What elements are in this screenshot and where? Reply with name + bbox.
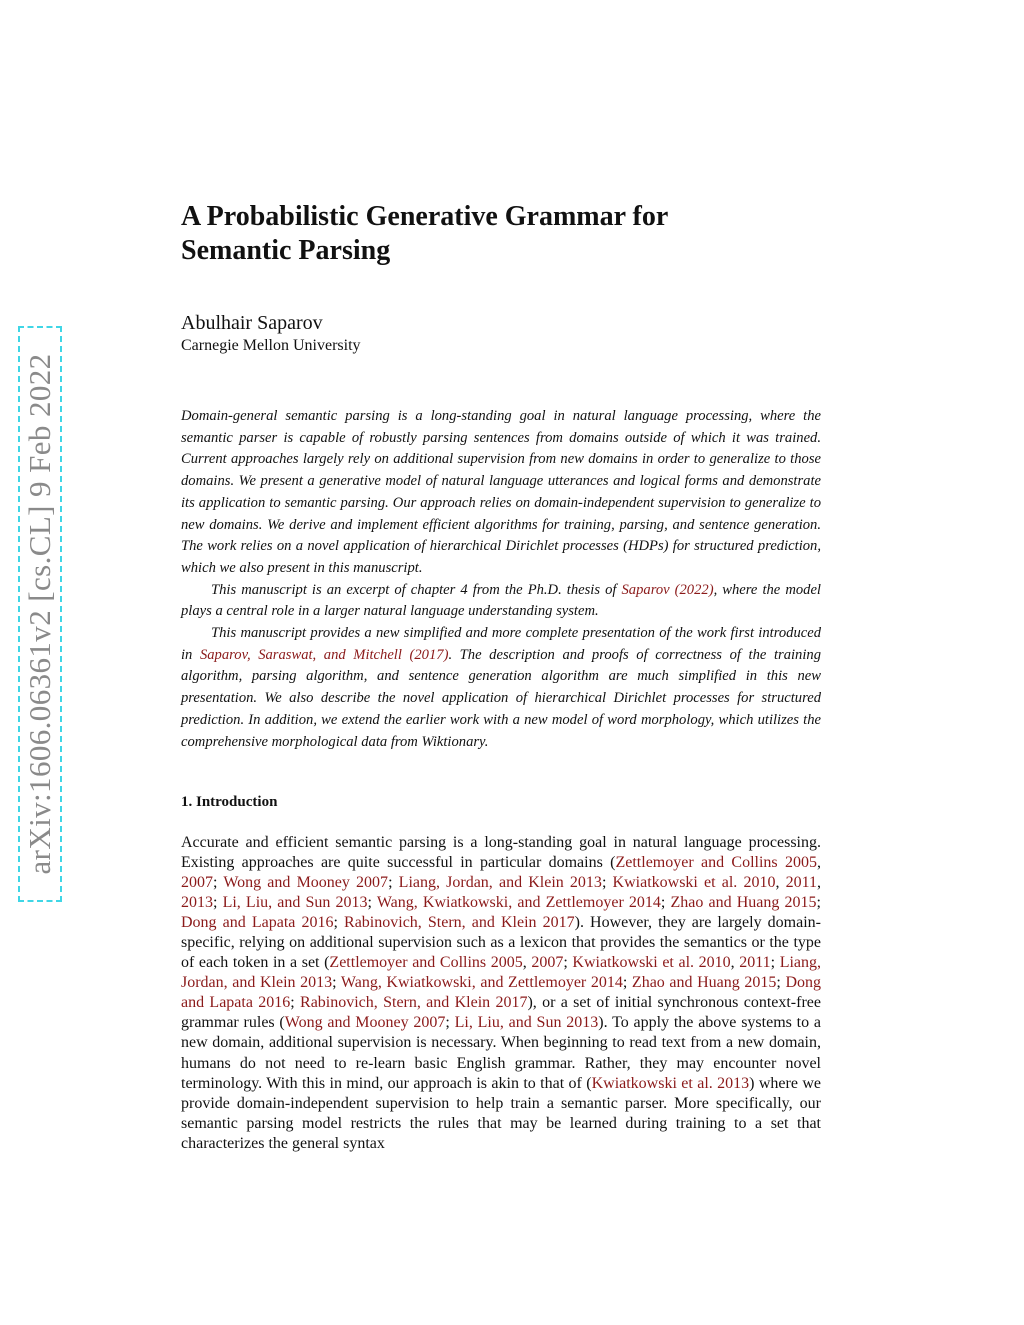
paper-title-line-1: A Probabilistic Generative Grammar for <box>181 201 669 232</box>
abstract-paragraph-1: Domain-general semantic parsing is a long-standing goal in natural language processing, where the semantic parser is capable of robustly parsing sentences from domains outside of which it was trained. Current approaches largely rely on additional supervision from new domains in order to generalize to those domains. We present a generative model of natural language utterances and logical forms and demonstrate its application to semantic parsing. Our approach relies on domain-independent supervision to generalize to new domains. We derive and implement efficient algorithms for training, parsing, and sentence generation. The work relies on a novel application of hierarchical Dirichlet processes (HDPs) for structured prediction, which we also present in this manuscript. <box>181 408 821 576</box>
citation-link[interactable]: Kwiatkowski et al. 2013 <box>591 1074 750 1092</box>
citation-link[interactable]: Saparov, Saraswat, and Mitchell (2017) <box>199 646 449 663</box>
paper-title-line-2: Semantic Parsing <box>181 235 391 266</box>
paper-title <box>181 200 741 268</box>
citation-link[interactable]: Dong and Lapata 2016 <box>181 914 334 932</box>
citation-link[interactable]: 2007 <box>181 874 213 892</box>
citation-link[interactable]: Kwiatkowski et al. 2010 <box>572 954 731 972</box>
citation-link[interactable]: 2011 <box>739 954 771 972</box>
citation-link[interactable]: Wang, Kwiatkowski, and Zettlemoyer 2014 <box>376 894 661 912</box>
abstract-paragraph-2: This manuscript is an excerpt of chapter 4 from the Ph.D. thesis of Saparov (2022), where the model plays a central role in a larger natural language understanding system. <box>181 581 821 620</box>
citation-link[interactable]: Liang, Jordan, and Klein 2013 <box>181 954 822 992</box>
citation-link[interactable]: Saparov (2022) <box>621 581 714 598</box>
citation-link[interactable]: Zhao and Huang 2015 <box>631 974 777 992</box>
citation-link[interactable]: Zhao and Huang 2015 <box>670 894 817 912</box>
citation-link[interactable]: Li, Liu, and Sun 2013 <box>454 1014 599 1032</box>
citation-link[interactable]: Wong and Mooney 2007 <box>223 874 389 892</box>
section-heading-introduction: 1. Introduction <box>181 794 278 810</box>
arxiv-identifier-stamp[interactable] <box>18 326 62 902</box>
citation-link[interactable]: Kwiatkowski et al. 2010 <box>612 874 776 892</box>
citation-link[interactable]: Wong and Mooney 2007 <box>284 1014 446 1032</box>
author-affiliation: Carnegie Mellon University <box>181 337 361 354</box>
citation-link[interactable]: Zettlemoyer and Collins 2005 <box>615 854 817 872</box>
citation-link[interactable]: Rabinovich, Stern, and Klein 2017 <box>300 994 528 1012</box>
abstract-paragraph-3: This manuscript provides a new simplified and more complete presentation of the work first introduced in Saparov, Saraswat, and Mitchell (2017). The description and proofs of correctness of the training algorithm, parsing algorithm, and sentence generation algorithm are much simplified in this new presentation. We also describe the novel application of hierarchical Dirichlet processes for structured prediction. In addition, we extend the earlier work with a new model of word morphology, which utilizes the comprehensive morphological data from Wiktionary. <box>181 625 821 750</box>
citation-link[interactable]: Zettlemoyer and Collins 2005 <box>329 954 523 972</box>
arxiv-identifier-text[interactable]: arXiv:1606.06361v2 [cs.CL] 9 Feb 2022 <box>22 353 57 875</box>
introduction-paragraph: Accurate and efficient semantic parsing is a long-standing goal in natural language processing. Existing approaches are quite successful in particular domains (Zettlemoyer and Collins 2005, 2007; Wong and Mooney 2007; Liang, Jordan, and Klein 2013; Kwiatkowski et al. 2010, 2011, 2013; Li, Liu, and Sun 2013; Wang, Kwiatkowski, and Zettlemoyer 2014; Zhao and Huang 2015; Dong and Lapata 2016; Rabinovich, Stern, and Klein 2017). However, they are largely domain-specific, relying on additional supervision such as a lexicon that provides the semantics or the type of each token in a set (Zettlemoyer and Collins 2005, 2007; Kwiatkowski et al. 2010, 2011; Liang, Jordan, and Klein 2013; Wang, Kwiatkowski, and Zettlemoyer 2014; Zhao and Huang 2015; Dong and Lapata 2016; Rabinovich, Stern, and Klein 2017), or a set of initial synchronous context-free grammar rules (Wong and Mooney 2007; Li, Liu, and Sun 2013). To apply the above systems to a new domain, additional supervision is necessary. When beginning to read text from a new domain, humans do not need to re-learn basic English grammar. Rather, they may encounter novel terminology. With this in mind, our approach is akin to that of (Kwiatkowski et al. 2013) where we provide domain-independent supervision to help train a semantic parser. More specifically, our semantic parsing model restricts the rules that may be learned during training to a set that characterizes the general syntax <box>181 834 822 1152</box>
citation-link[interactable]: 2007 <box>531 954 564 972</box>
citation-link[interactable]: Wang, Kwiatkowski, and Zettlemoyer 2014 <box>340 974 623 992</box>
abstract <box>181 406 821 753</box>
citation-link[interactable]: 2011 <box>785 874 818 892</box>
citation-link[interactable]: 2013 <box>181 894 213 912</box>
citation-link[interactable]: Liang, Jordan, and Klein 2013 <box>398 874 602 892</box>
author-name: Abulhair Saparov <box>181 312 323 334</box>
citation-link[interactable]: Li, Liu, and Sun 2013 <box>222 894 368 912</box>
citation-link[interactable]: Rabinovich, Stern, and Klein 2017 <box>344 914 575 932</box>
citation-link[interactable]: Dong and Lapata 2016 <box>181 974 821 1012</box>
